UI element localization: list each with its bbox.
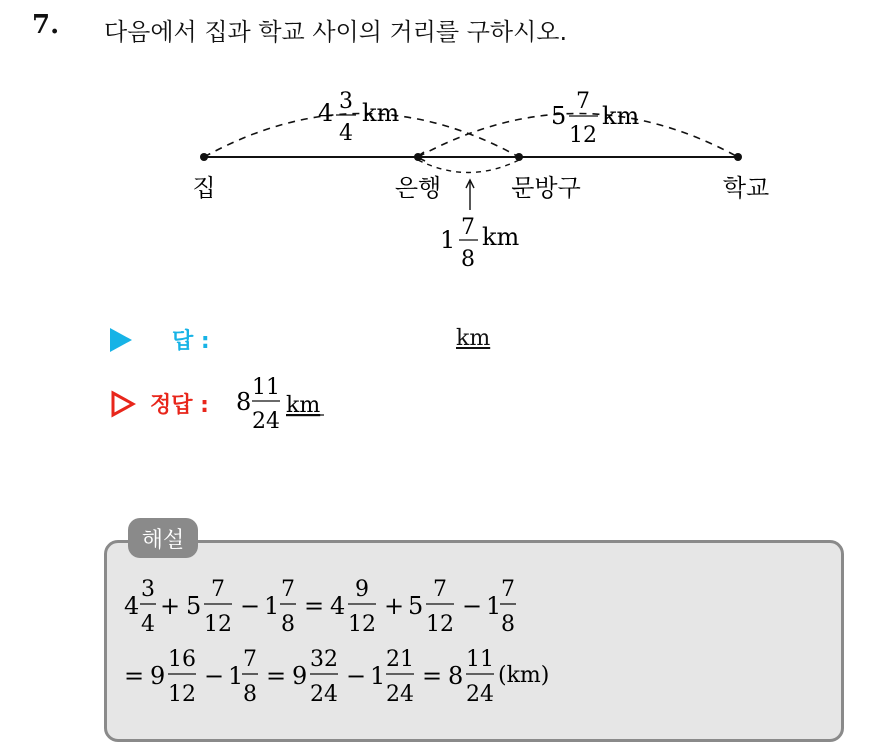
whole: 4 <box>318 99 334 127</box>
svg-text:16: 16 <box>168 647 196 672</box>
numerator: 11 <box>252 375 280 400</box>
equals: = <box>421 662 443 690</box>
svg-text:1: 1 <box>228 662 244 690</box>
svg-text:12: 12 <box>204 612 232 637</box>
answer-marker-icon <box>110 328 132 352</box>
svg-text:4: 4 <box>330 592 346 620</box>
svg-text:3: 3 <box>141 577 155 602</box>
svg-text:4: 4 <box>124 592 140 620</box>
svg-text:8: 8 <box>243 682 257 707</box>
unit: km <box>602 102 640 130</box>
term-2 <box>228 647 258 707</box>
whole: 5 <box>551 102 567 130</box>
svg-text:7: 7 <box>433 577 447 602</box>
explanation-tab: 해설 <box>128 518 198 558</box>
svg-text:7: 7 <box>211 577 225 602</box>
correct-marker-icon <box>110 390 136 418</box>
svg-text:11: 11 <box>466 647 494 672</box>
svg-text:8: 8 <box>448 662 464 690</box>
svg-text:12: 12 <box>426 612 454 637</box>
operator: − <box>239 592 261 620</box>
denominator: 12 <box>569 123 597 148</box>
label-home: 집 <box>192 174 216 202</box>
question-text: 다음에서 집과 학교 사이의 거리를 구하시오. <box>104 18 568 46</box>
term-5 <box>448 647 494 707</box>
whole: 8 <box>236 388 252 416</box>
whole: 1 <box>440 226 456 254</box>
svg-text:12: 12 <box>348 612 376 637</box>
term-5 <box>408 577 454 637</box>
equals: = <box>265 662 287 690</box>
question-number: 7. <box>32 10 60 40</box>
solution-line-2 <box>124 647 549 707</box>
term-2 <box>186 577 232 637</box>
label-bank: 은행 <box>394 174 442 202</box>
arc-bank-stationery <box>418 160 519 173</box>
svg-text:7: 7 <box>281 577 295 602</box>
svg-text:24: 24 <box>466 682 494 707</box>
solution-line-1 <box>124 577 516 637</box>
term-4 <box>330 577 376 637</box>
svg-text:7: 7 <box>243 647 257 672</box>
svg-text:4: 4 <box>141 612 155 637</box>
operator: + <box>159 592 181 620</box>
svg-text:1: 1 <box>264 592 280 620</box>
numerator: 7 <box>461 215 475 240</box>
svg-text:7: 7 <box>501 577 515 602</box>
answer-label: 답 : <box>172 329 210 354</box>
denominator: 8 <box>461 247 475 272</box>
svg-text:8: 8 <box>501 612 515 637</box>
correct-answer-value <box>232 370 342 436</box>
operator: − <box>345 662 367 690</box>
explanation-math <box>0 560 884 740</box>
svg-text:21: 21 <box>386 647 414 672</box>
term-1 <box>124 577 156 637</box>
svg-text:12: 12 <box>168 682 196 707</box>
distance-home-stationery <box>318 89 400 146</box>
label-school: 학교 <box>722 174 770 202</box>
numerator: 7 <box>576 89 590 114</box>
unit: km <box>482 223 520 251</box>
svg-text:9: 9 <box>150 662 166 690</box>
svg-text:5: 5 <box>408 592 424 620</box>
svg-text:9: 9 <box>292 662 308 690</box>
term-1 <box>150 647 196 707</box>
svg-text:9: 9 <box>355 577 369 602</box>
correct-label: 정답 : <box>150 393 209 418</box>
denominator: 4 <box>339 121 353 146</box>
point-school <box>734 153 742 161</box>
term-3 <box>292 647 338 707</box>
unit: km <box>286 393 321 418</box>
svg-text:32: 32 <box>310 647 338 672</box>
equals: = <box>303 592 325 620</box>
operator: − <box>203 662 225 690</box>
svg-text:24: 24 <box>386 682 414 707</box>
unit: (km) <box>498 663 550 688</box>
operator: + <box>383 592 405 620</box>
svg-text:1: 1 <box>370 662 386 690</box>
term-4 <box>370 647 414 707</box>
distance-diagram <box>0 0 884 300</box>
svg-text:1: 1 <box>486 592 502 620</box>
answer-unit: km <box>456 326 491 351</box>
term-6 <box>486 577 516 637</box>
operator: − <box>461 592 483 620</box>
denominator: 24 <box>252 409 280 434</box>
equals: = <box>123 662 145 690</box>
svg-text:24: 24 <box>310 682 338 707</box>
term-3 <box>264 577 296 637</box>
label-stationery: 문방구 <box>511 174 581 202</box>
distance-bank-stationery <box>440 215 520 272</box>
distance-bank-school <box>551 89 640 148</box>
svg-text:5: 5 <box>186 592 202 620</box>
svg-text:8: 8 <box>281 612 295 637</box>
unit: km <box>362 99 400 127</box>
numerator: 3 <box>339 89 353 114</box>
